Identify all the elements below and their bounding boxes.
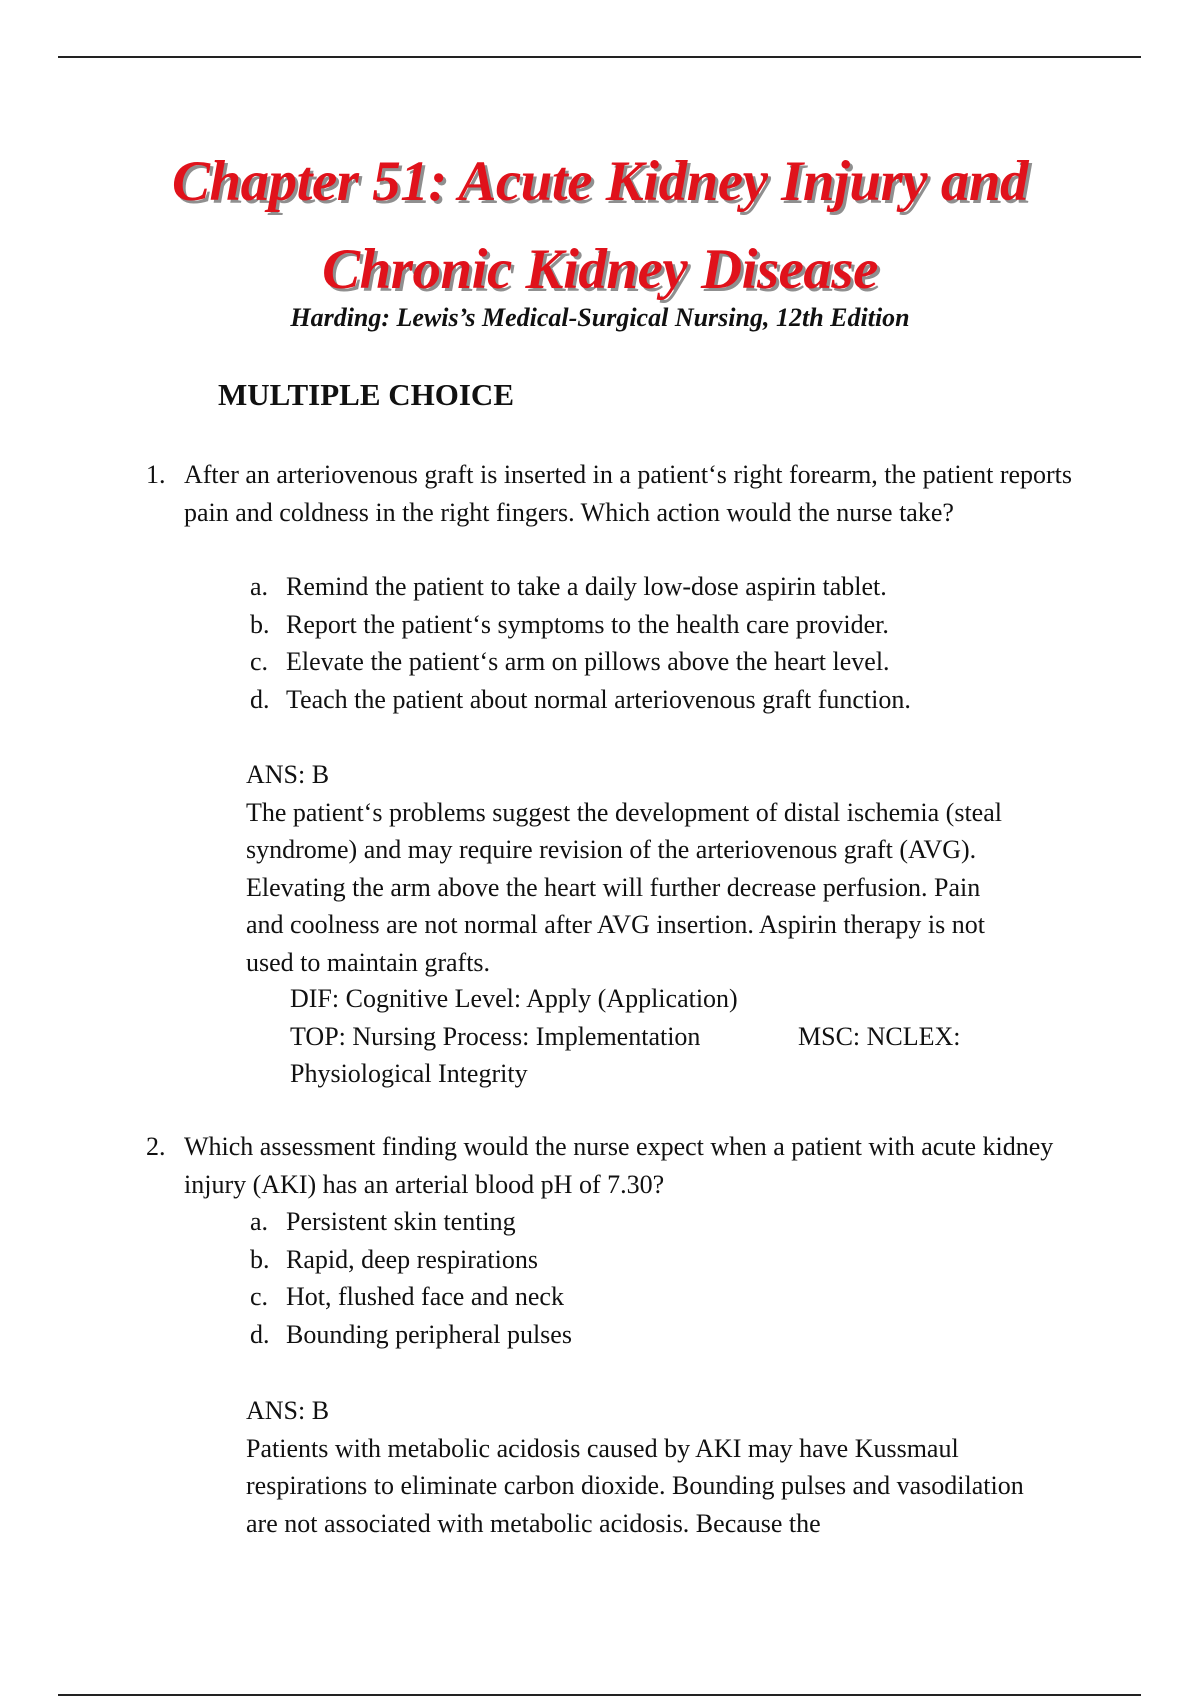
option-d (250, 681, 1150, 719)
answer-rationale: The patient‘s problems suggest the development of distal ischemia (steal syndrome) and may require revision of the arteriovenous graft (AVG). Elevating the arm above the heart will further decrease perfusion. Pain and coolness are not normal after AVG insertion. Aspirin therapy is not used to maintain grafts. (246, 797, 1002, 977)
question-stem: Which assessment finding would the nurse expect when a patient with acute kidney injury (AKI) has an arterial blood pH of 7.30? (184, 1132, 1054, 1199)
option-d (250, 1316, 1150, 1354)
answer-key: ANS: B (246, 760, 330, 789)
option-a (250, 1203, 1150, 1241)
option-text: Remind the patient to take a daily low-dose aspirin tablet. (286, 572, 887, 601)
chapter-title-line-1: Chapter 51: Acute Kidney Injury and (171, 150, 1029, 213)
question-number: 2. (146, 1132, 166, 1161)
answer-rationale: Patients with metabolic acidosis caused by AKI may have Kussmaul respirations to eliminate carbon dioxide. Bounding pulses and vasodilation are not associated with metabolic acidosis. Because the (246, 1433, 1024, 1538)
answer-key: ANS: B (246, 1396, 330, 1425)
topic-text: TOP: Nursing Process: Implementation (290, 1021, 701, 1051)
topic-line (290, 1018, 990, 1056)
option-letter: b. (250, 1244, 270, 1274)
header-rule (58, 56, 1141, 58)
option-c (250, 1278, 1150, 1316)
option-a (250, 568, 1150, 606)
option-letter: c. (250, 647, 269, 676)
section-heading: MULTIPLE CHOICE (218, 377, 514, 412)
footer-rule (58, 1694, 1141, 1696)
question-stem: After an arteriovenous graft is inserted in a patient‘s right forearm, the patient reports pain and coldness in the right fingers. Which action would the nurse take? (184, 460, 1073, 527)
answer-block-1 (246, 756, 1046, 981)
option-text: Rapid, deep respirations (286, 1244, 538, 1274)
option-list (250, 568, 1150, 718)
option-b (250, 1241, 1150, 1279)
option-list (250, 1203, 1150, 1353)
question-1 (146, 456, 1106, 716)
option-text: Teach the patient about normal arteriovenous graft function. (286, 684, 911, 714)
option-letter: a. (250, 572, 269, 601)
difficulty-line: DIF: Cognitive Level: Apply (Application) (290, 984, 738, 1013)
question-number: 1. (146, 460, 166, 489)
answer-block-2 (246, 1392, 1046, 1542)
option-letter: c. (250, 1282, 269, 1311)
option-text: Bounding peripheral pulses (286, 1319, 572, 1349)
option-text: Elevate the patient‘s arm on pillows above the heart level. (286, 647, 890, 676)
msc-continuation: Physiological Integrity (290, 1059, 528, 1088)
question-2 (146, 1128, 1106, 1348)
option-letter: b. (250, 609, 270, 639)
option-letter: d. (250, 1319, 270, 1349)
option-letter: a. (250, 1207, 269, 1236)
option-text: Hot, flushed face and neck (286, 1282, 564, 1311)
chapter-title (0, 138, 1200, 314)
option-b (250, 606, 1150, 644)
option-letter: d. (250, 684, 270, 714)
chapter-title-line-2: Chronic Kidney Disease (322, 238, 878, 301)
option-c (250, 643, 1150, 681)
book-subtitle: Harding: Lewis’s Medical-Surgical Nursing, 12th Edition (290, 303, 910, 332)
option-text: Persistent skin tenting (286, 1207, 516, 1236)
option-text: Report the patient‘s symptoms to the health care provider. (286, 609, 889, 639)
question-1-metadata (290, 980, 990, 1093)
msc-text: MSC: NCLEX: (798, 1021, 961, 1051)
